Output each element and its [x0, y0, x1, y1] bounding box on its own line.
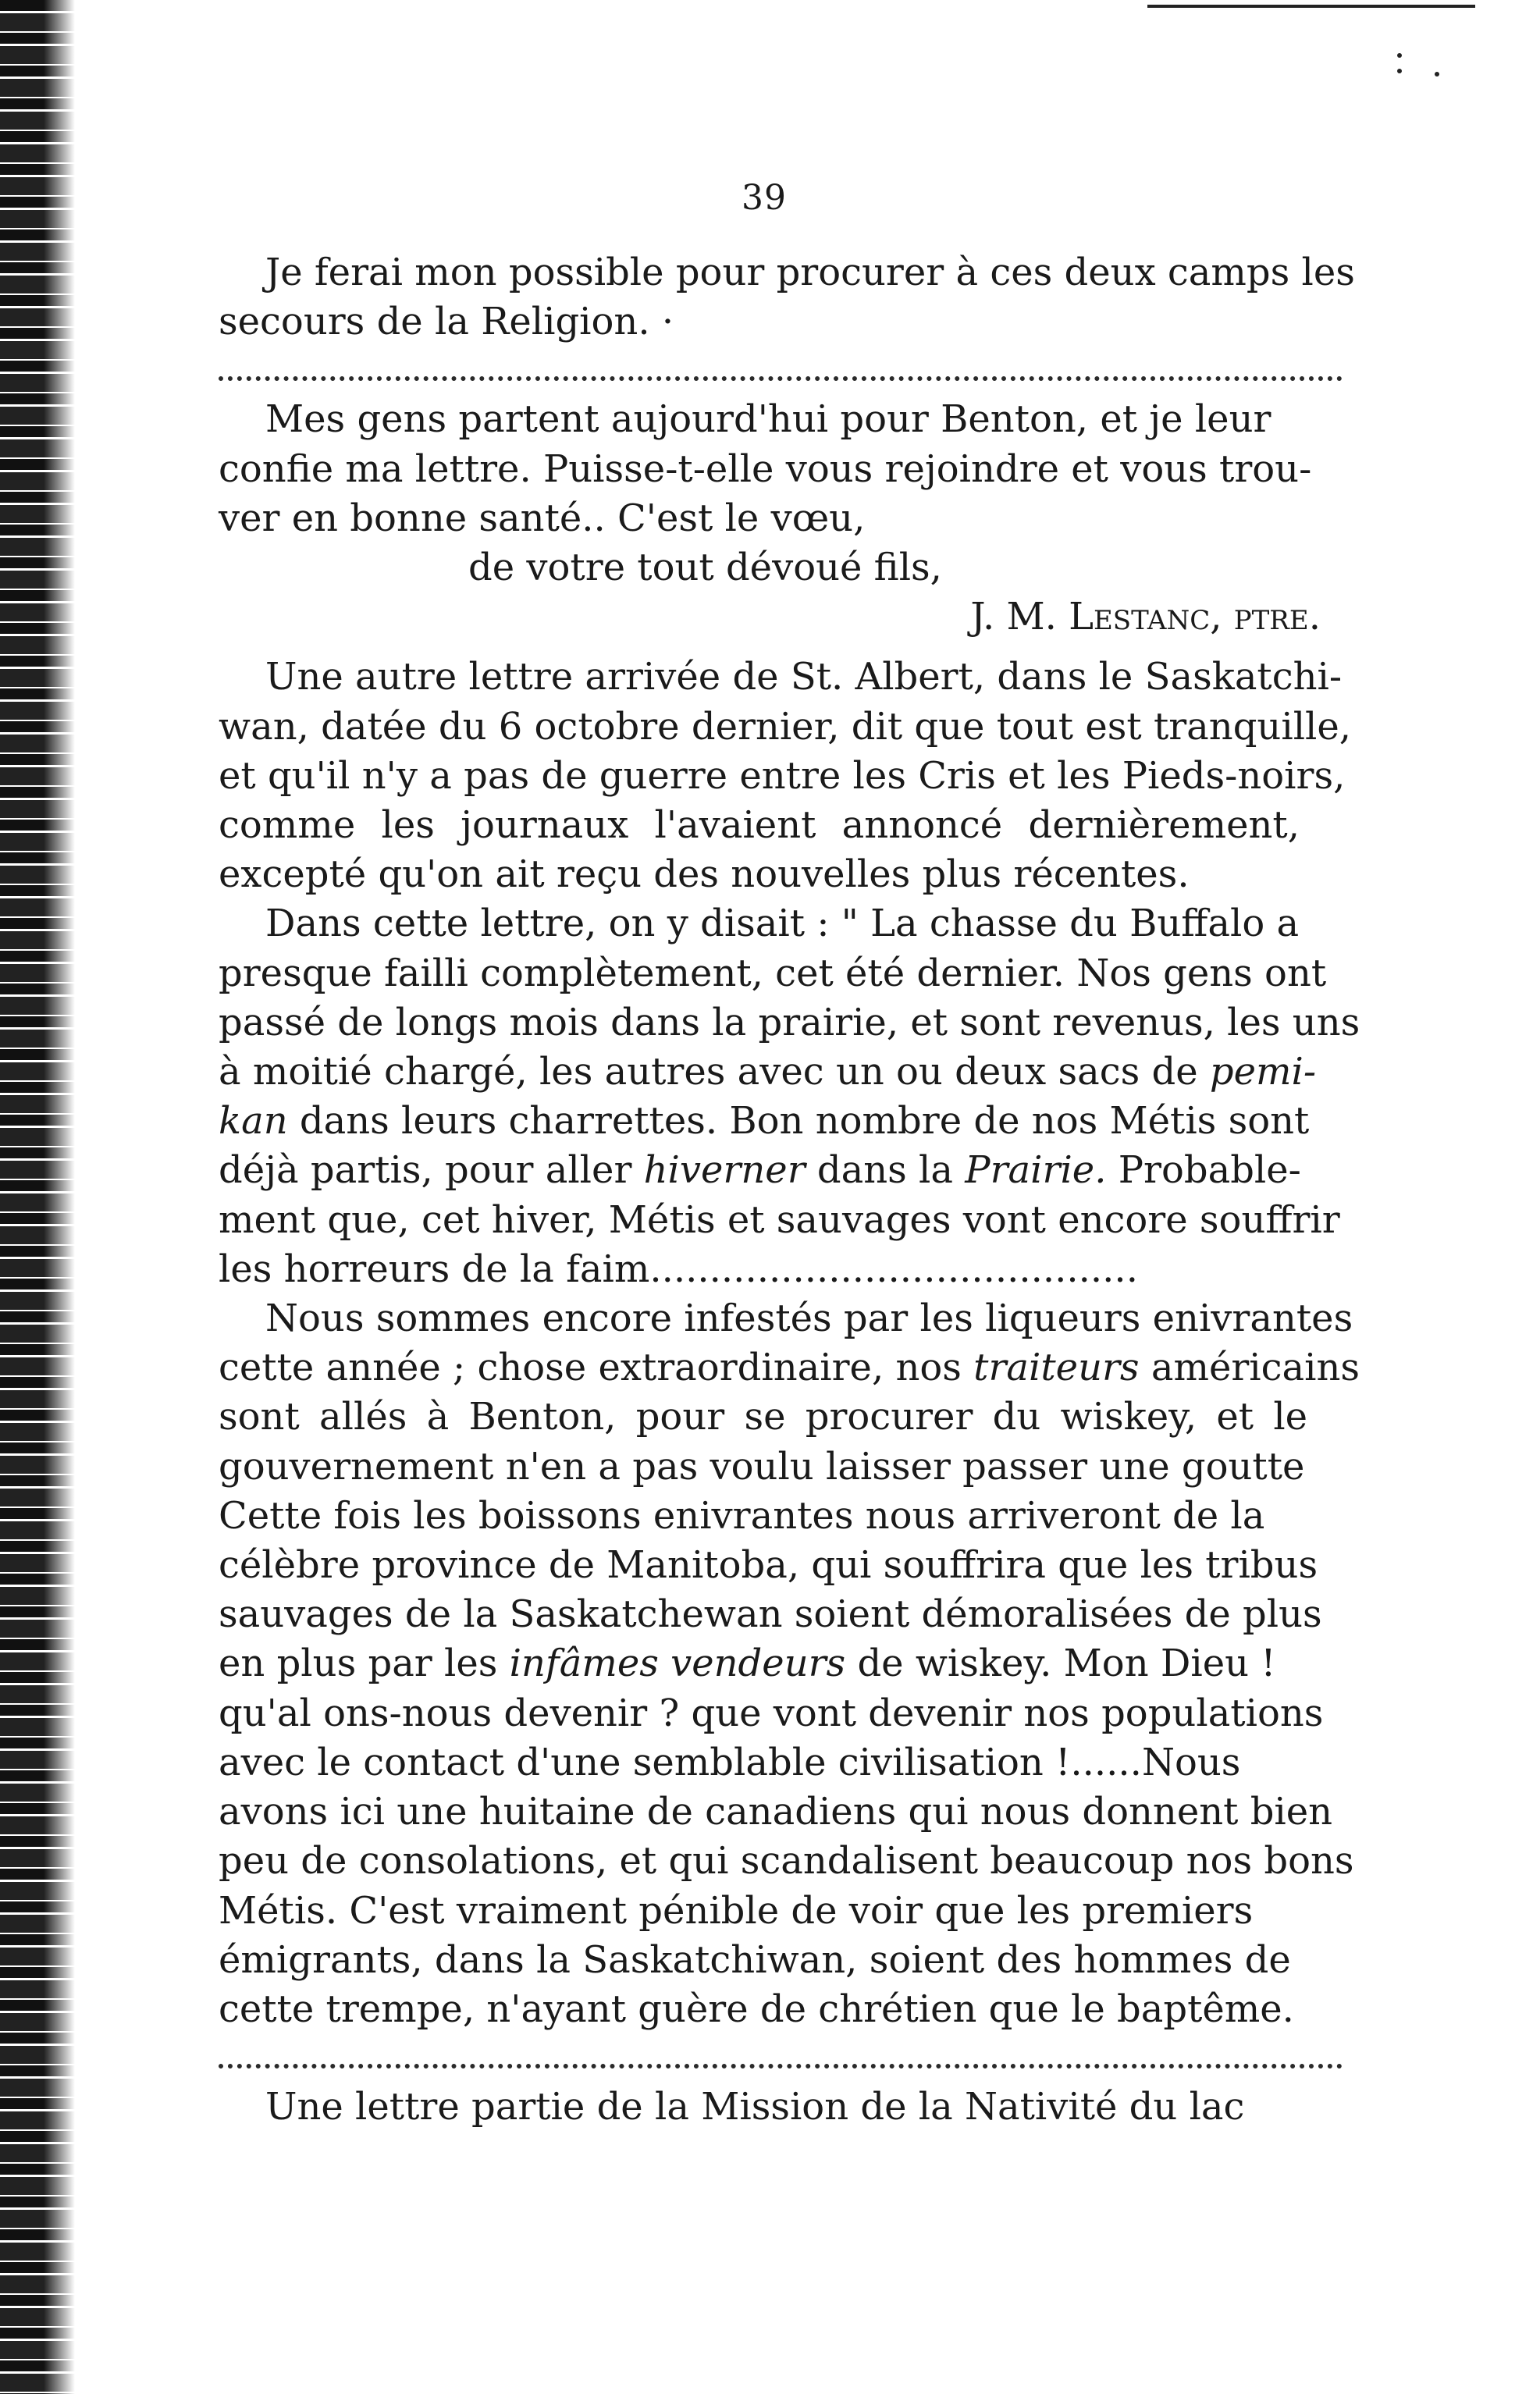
speck — [1435, 72, 1439, 76]
quote-paragraph: Dans cette lettre, on y disait : " La chasse du Buffalo a presque failli complètement, cet été dernier. Nos gens ont passé de longs mois dans la prairie, et sont revenus, les uns à moitié chargé, les autres avec un ou deux sacs de pemi- kan dans leurs charrettes. Bon nombre de nos Métis sont déjà partis, pour aller hiverner dans la Prairie. Probable- ment que, cet hiver, Métis et sauvages vont encore souffrir les horreurs de la faim......................................... — [219, 902, 1360, 1291]
dotted-separator — [219, 361, 1343, 381]
letter2-paragraph: Une autre lettre arrivée de St. Albert, dans le Saskatchi- wan, datée du 6 octobre dernier, dit que tout est tranquille, et qu'il n'y a pas de guerre entre les Cris et les Pieds-noirs, comme les journaux l'avaient annoncé dernièrement, excepté qu'on ait reçu des nouvelles plus récentes. — [219, 655, 1352, 897]
speck — [1397, 53, 1402, 58]
top-rule — [1147, 5, 1475, 8]
speck — [1397, 69, 1402, 73]
letter-signature: J. M. Lestanc, ptre. — [970, 595, 1321, 639]
final-paragraph: Une lettre partie de la Mission de la Nativité du lac — [265, 2085, 1245, 2129]
page-number: 39 — [742, 178, 787, 218]
scan-binding-edge — [0, 0, 75, 2394]
dotted-separator — [219, 2048, 1343, 2069]
letter-closing: de votre tout dévoué fils, — [468, 546, 942, 590]
page-body — [219, 248, 1360, 2132]
letter1-paragraph1: Je ferai mon possible pour procurer à ces deux camps les secours de la Religion. · — [219, 251, 1355, 344]
letter1-paragraph2: Mes gens partent aujourd'hui pour Benton, et je leur confie ma lettre. Puisse-t-elle vous rejoindre et vous trou- ver en bonne santé.. C'est le vœu, de votre tout dévoué fils, J. M. Lestanc, ptre. — [219, 395, 1343, 642]
liquor-paragraph: Nous sommes encore infestés par les liqueurs enivrantes cette année ; chose extraordinaire, nos traiteurs américains sont allés à Benton, pour se procurer du wiskey, et le gouvernement n'en a pas voulu laisser passer une goutte Cette fois les boissons enivrantes nous arriveront de la célèbre province de Manitoba, qui souffrira que les tribus sauvages de la Saskatchewan soient démoralisées de plus en plus par les infâmes vendeurs de wiskey. Mon Dieu ! qu'al ons-nous devenir ? que vont devenir nos populations avec le contact d'une semblable civilisation !......Nous avons ici une huitaine de canadiens qui nous donnent bien peu de consolations, et qui scandalisent beaucoup nos bons Métis. C'est vraiment pénible de voir que les premiers émigrants, dans la Saskatchiwan, soient des hommes de cette trempe, n'ayant guère de chrétien que le baptême. — [219, 1297, 1360, 2031]
